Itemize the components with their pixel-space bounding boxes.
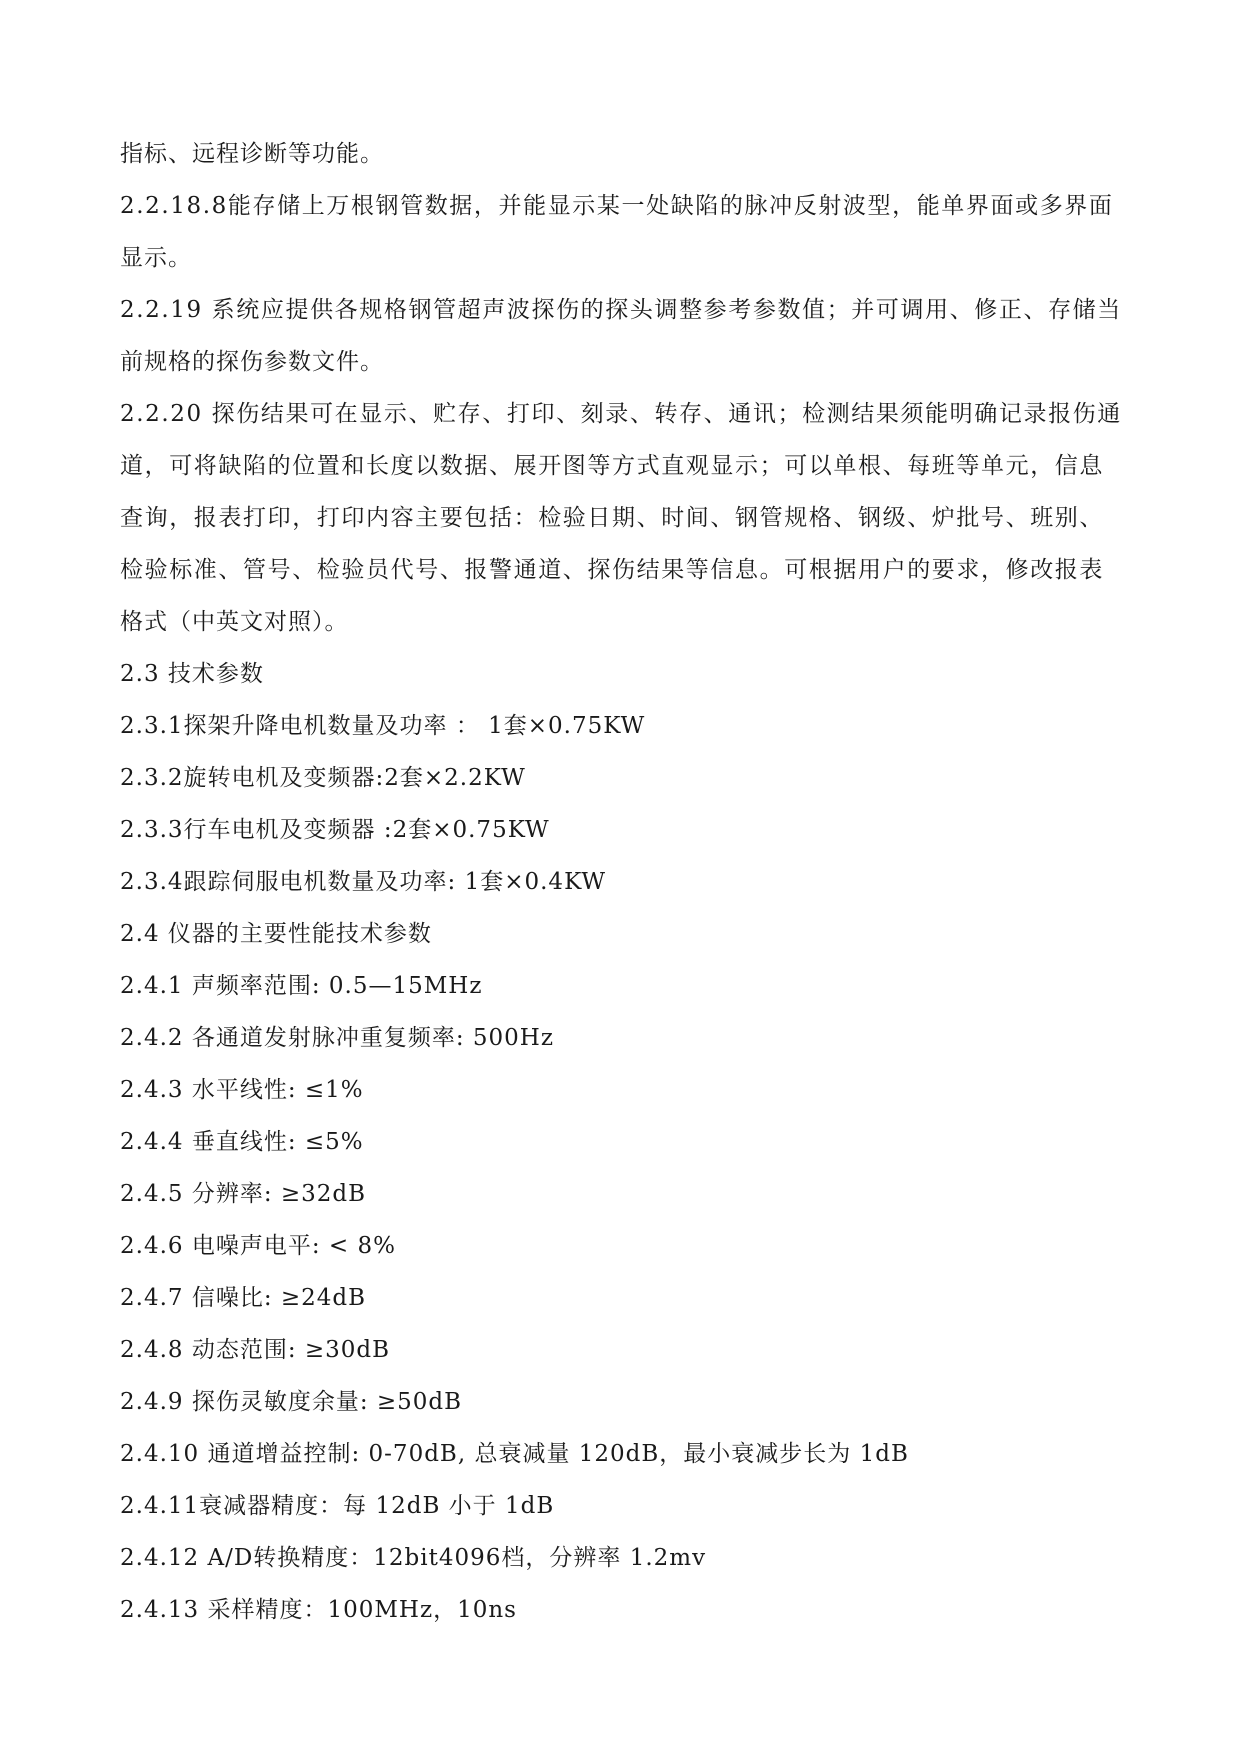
text-line: 2.4.13 采样精度：100MHz，10ns	[120, 1597, 517, 1623]
text-line: 2.3.3行车电机及变频器 :2套×0.75KW	[120, 817, 550, 843]
text-line: 2.4.1 声频率范围: 0.5—15MHz	[120, 973, 483, 999]
section-heading: 2.3 技术参数	[120, 661, 264, 687]
text-line: 检验标准、管号、检验员代号、报警通道、探伤结果等信息。可根据用户的要求，修改报表	[120, 557, 1104, 583]
text-line: 2.2.20 探伤结果可在显示、贮存、打印、刻录、转存、通讯；检测结果须能明确记录报伤通	[120, 401, 1122, 427]
text-line: 指标、远程诊断等功能。	[120, 141, 384, 167]
text-line: 2.2.19 系统应提供各规格钢管超声波探伤的探头调整参考参数值；并可调用、修正、存储当	[120, 297, 1122, 323]
document-body	[120, 128, 1130, 1636]
text-line: 2.4.7 信噪比: ≥24dB	[120, 1285, 367, 1311]
text-line: 格式（中英文对照）。	[120, 609, 349, 635]
text-line: 2.4.5 分辨率: ≥32dB	[120, 1181, 367, 1207]
text-line: 2.4.9 探伤灵敏度余量: ≥50dB	[120, 1389, 463, 1415]
text-line: 显示。	[120, 245, 192, 271]
text-line: 2.2.18.8能存储上万根钢管数据，并能显示某一处缺陷的脉冲反射波型，能单界面或多界面	[120, 193, 1114, 219]
text-line: 2.4.6 电噪声电平: < 8%	[120, 1233, 396, 1259]
text-line: 2.4.12 A/D转换精度：12bit4096档，分辨率 1.2mv	[120, 1545, 707, 1571]
text-line: 2.4.11衰减器精度：每 12dB 小于 1dB	[120, 1493, 555, 1519]
text-line: 2.4.8 动态范围: ≥30dB	[120, 1337, 391, 1363]
text-line: 2.3.2旋转电机及变频器:2套×2.2KW	[120, 765, 526, 791]
text-line: 2.4.4 垂直线性: ≤5%	[120, 1129, 364, 1155]
text-line: 2.3.1探架升降电机数量及功率 ： 1套×0.75KW	[120, 713, 646, 739]
text-line: 查询，报表打印，打印内容主要包括：检验日期、时间、钢管规格、钢级、炉批号、班别、	[120, 505, 1104, 531]
text-line: 2.3.4跟踪伺服电机数量及功率: 1套×0.4KW	[120, 869, 607, 895]
text-line: 2.4.10 通道增益控制: 0-70dB, 总衰减量 120dB，最小衰减步长为 1dB	[120, 1441, 909, 1467]
text-line: 前规格的探伤参数文件。	[120, 349, 384, 375]
text-line: 2.4.2 各通道发射脉冲重复频率: 500Hz	[120, 1025, 554, 1051]
section-heading: 2.4 仪器的主要性能技术参数	[120, 921, 432, 947]
text-line: 道，可将缺陷的位置和长度以数据、展开图等方式直观显示；可以单根、每班等单元，信息	[120, 453, 1104, 479]
text-line: 2.4.3 水平线性: ≤1%	[120, 1077, 364, 1103]
